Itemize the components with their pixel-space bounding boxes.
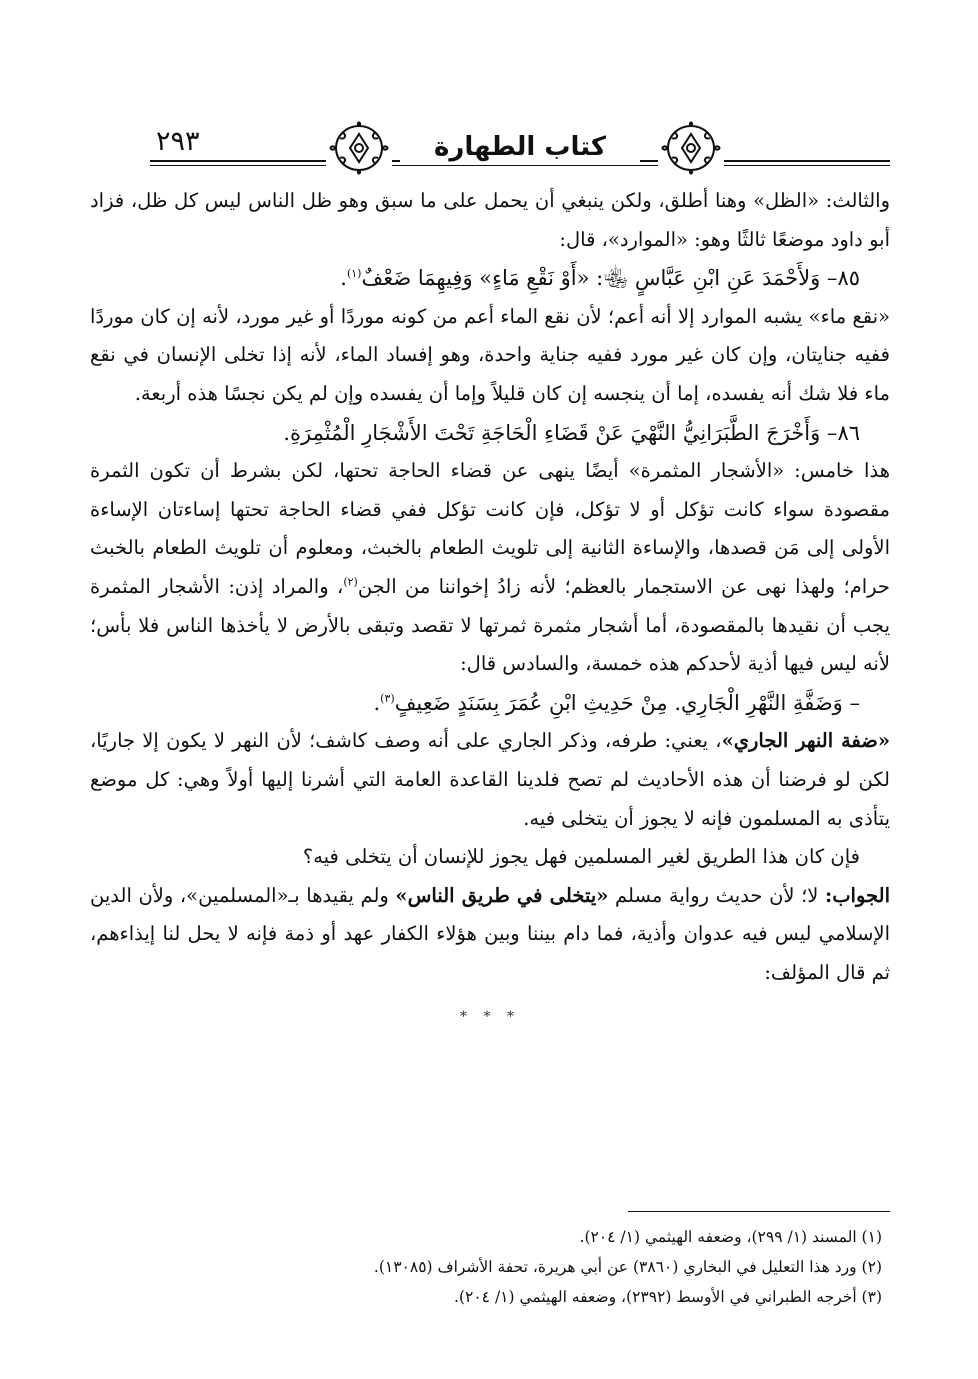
- hadith-river-text: – وَضَفَّةِ النَّهْرِ الْجَارِي. مِنْ حَدِيثِ ابْنِ عُمَرَ بِسَنَدٍ ضَعِيفٍ: [394, 690, 860, 715]
- paragraph-fruit-trees: [90, 452, 890, 684]
- hadith-86: ٨٦– وَأَخْرَجَ الطَّبَرَانِيُّ النَّهْيَ عَنْ قَضَاءِ الْحَاجَةِ تَحْتَ الأَشْجَارِ الْمُثْمِرَةِ.: [283, 420, 860, 445]
- hadith-85-text: ٨٥– وَلأَحْمَدَ عَنِ ابْنِ عَبَّاسٍ ﵄: «أَوْ نَقْعِ مَاءٍ» وَفِيهِمَا ضَعْفٌ: [361, 266, 860, 291]
- footnote-1: (١) المسند (١/ ٢٩٩)، وضعفه الهيثمي (١/ ٢٠٤).: [579, 1228, 882, 1246]
- river-bank-term: «ضفة النهر الجاري»: [721, 729, 891, 753]
- footnote-ref-3[interactable]: (٣): [380, 691, 395, 705]
- answer: [90, 877, 890, 993]
- paragraph-third-place: والثالث: «الظل» وهنا أطلق، ولكن ينبغي أن يحمل على ما سبق وهو ظل الناس ليس كل ظل، فزاد أبو داود موضعًا ثالثًا وهو: «الموارد»، قال:: [90, 189, 890, 251]
- page-header: [150, 112, 890, 172]
- footnotes: [120, 1222, 890, 1312]
- hadith-85: ٨٥– وَلأَحْمَدَ عَنِ ابْنِ عَبَّاسٍ ﵄: «أَوْ نَقْعِ مَاءٍ» وَفِيهِمَا ضَعْفٌ$^{(١)}$.: [340, 266, 860, 291]
- header-rule-thin: [150, 165, 890, 166]
- footnote-2: (٢) ورد هذا التعليل في البخاري (٣٨٦٠) عن أبي هريرة، تحفة الأشراف (١٣٠٨٥).: [373, 1258, 882, 1276]
- paragraph-river-bank: [90, 722, 890, 838]
- paragraph-fruit-trees-b: ، والمراد إذن: الأشجار المثمرة يجب أن نقيدها بالمقصودة، أما أشجار مثمرة ثمرتها لا تقصد وتبقى بالأرض لا يأخذها الناس فلا بأس؛ لأنه ليس فيها أذية لأحدكم هذه خمسة، والسادس قال:: [90, 574, 890, 676]
- footnote-ref-1[interactable]: (١): [346, 267, 362, 281]
- footnote-ref-2[interactable]: (٢): [343, 575, 358, 589]
- paragraph-stagnant-water: «نقع ماء» يشبه الموارد إلا أنه أعم؛ لأن نقع الماء أعم من كونه موردًا أو غير مورد، لأنه إن كان موردًا ففيه جنايتان، وإن كان غير مورد ففيه جناية واحدة، وهو إفساد الماء، لأنه إذا تخلى الإنسان في نقع ماء فلا شك أنه يفسده، إما أن ينجسه إن كان قليلاً وإما أن يفسده وإن لم يكن نجسًا هذه أربعة.: [90, 304, 890, 405]
- chapter-title: كتاب الطهارة: [400, 132, 640, 162]
- answer-quote: «يتخلى في طريق الناس»: [395, 883, 609, 907]
- answer-part-b: ولم يقيدها بـ«المسلمين»، ولأن الدين الإسلامي ليس فيه عدوان وأذية، فما دام بيننا وبين هؤلاء الكفار عهد أو ذمة فإنه لا يحل لنا إيذاءهم، ثم قال المؤلف:: [90, 883, 890, 984]
- answer-label: الجواب:: [825, 883, 890, 907]
- footnote-rule: [628, 1211, 890, 1212]
- paragraph-fruit-trees-a: هذا خامس: «الأشجار المثمرة» أيضًا ينهى عن قضاء الحاجة تحتها، لكن بشرط أن تكون الثمرة مقصودة سواء كانت تؤكل أو لا تؤكل، فإن كانت تؤكل ففي قضاء الحاجة تحتها إساءتان الإساءة الأولى إلى مَن قصدها، والإساءة الثانية إلى تلويث الطعام بالخبث، ومعلوم أن تلويث الطعام بالخبث حرام؛ ولهذا نهى عن الاستجمار بالعظم؛ لأنه زادُ إخواننا من الجن: [90, 459, 890, 598]
- question: فإن كان هذا الطريق لغير المسلمين فهل يجوز للإنسان أن يتخلى فيه؟: [302, 845, 860, 869]
- river-bank-explanation: ، يعني: طرفه، وذكر الجاري على أنه وصف كاشف؛ لأن النهر لا يكون إلا جاريًا، لكن لو فرضنا أن هذه الأحاديث لم تصح فلدينا القاعدة العامة التي أشرنا إليها أولاً وهي: كل موضع يتأذى به المسلمون فإنه لا يجوز أن يتخلى فيه.: [90, 729, 890, 830]
- hadith-river-bank: – وَضَفَّةِ النَّهْرِ الْجَارِي. مِنْ حَدِيثِ ابْنِ عُمَرَ بِسَنَدٍ ضَعِيفٍ$^{(٣)}$.: [373, 690, 860, 715]
- page-number: ٢٩٣: [156, 126, 200, 157]
- main-text: [90, 182, 890, 1037]
- left-ornament-icon: [326, 120, 392, 176]
- footnote-3: (٣) أخرجه الطبراني في الأوسط (٢٣٩٢)، وضعفه الهيثمي (١/ ٢٠٤).: [454, 1288, 882, 1306]
- right-ornament-icon: [658, 120, 724, 176]
- answer-part-a: لا؛ لأن حديث رواية مسلم: [608, 883, 825, 907]
- section-divider-stars: * * *: [460, 1009, 520, 1026]
